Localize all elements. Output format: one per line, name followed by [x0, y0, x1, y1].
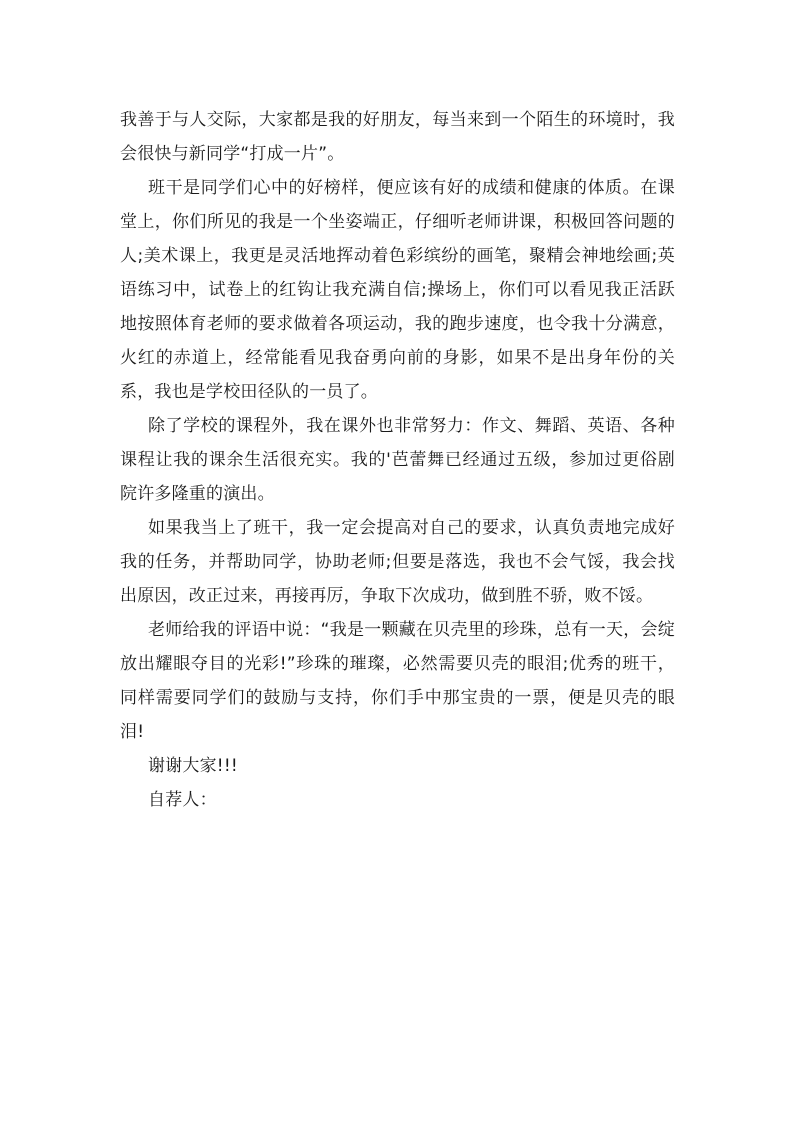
paragraph-class-leader-role-model: 班干是同学们心中的好榜样，便应该有好的成绩和健康的体质。在课堂上，你们所见的我是一个坐姿端正，仔细听老师讲课，积极回答问题的人;美术课上，我更是灵活地挥动着色彩缤纷的画笔，聚精会神地绘画;英语练习中，试卷上的红钩让我充满自信;操场上，你们可以看见我正活跃地按照体育老师的要求做着各项运动，我的跑步速度，也令我十分满意，火红的赤道上，经常能看见我奋勇向前的身影，如果不是出身年份的关系，我也是学校田径队的一员了。: [120, 178, 675, 402]
paragraph-intro-continued: 我善于与人交际，大家都是我的好朋友，每当来到一个陌生的环境时，我会很快与新同学“打成一片”。: [120, 110, 675, 164]
paragraph-teacher-comment: 老师给我的评语中说：“我是一颗藏在贝壳里的珍珠，总有一天，会绽放出耀眼夺目的光彩!”珍珠的璀璨，必然需要贝壳的眼泪;优秀的班干，同样需要同学们的鼓励与支持，你们手中那宝贵的一票，便是贝壳的眼泪!: [120, 620, 675, 742]
paragraph-extracurricular: 除了学校的课程外，我在课外也非常努力：作文、舞蹈、英语、各种课程让我的课余生活很充实。我的'芭蕾舞已经通过五级，参加过更俗剧院许多隆重的演出。: [120, 416, 675, 504]
paragraph-thanks: 谢谢大家!!!: [148, 756, 238, 776]
document-body: [120, 103, 675, 817]
paragraph-signature: 自荐人：: [148, 790, 217, 810]
paragraph-commitment: 如果我当上了班干，我一定会提高对自己的要求，认真负责地完成好我的任务，并帮助同学，协助老师;但要是落选，我也不会气馁，我会找出原因，改正过来，再接再厉，争取下次成功，做到胜不骄，败不馁。: [120, 518, 675, 606]
